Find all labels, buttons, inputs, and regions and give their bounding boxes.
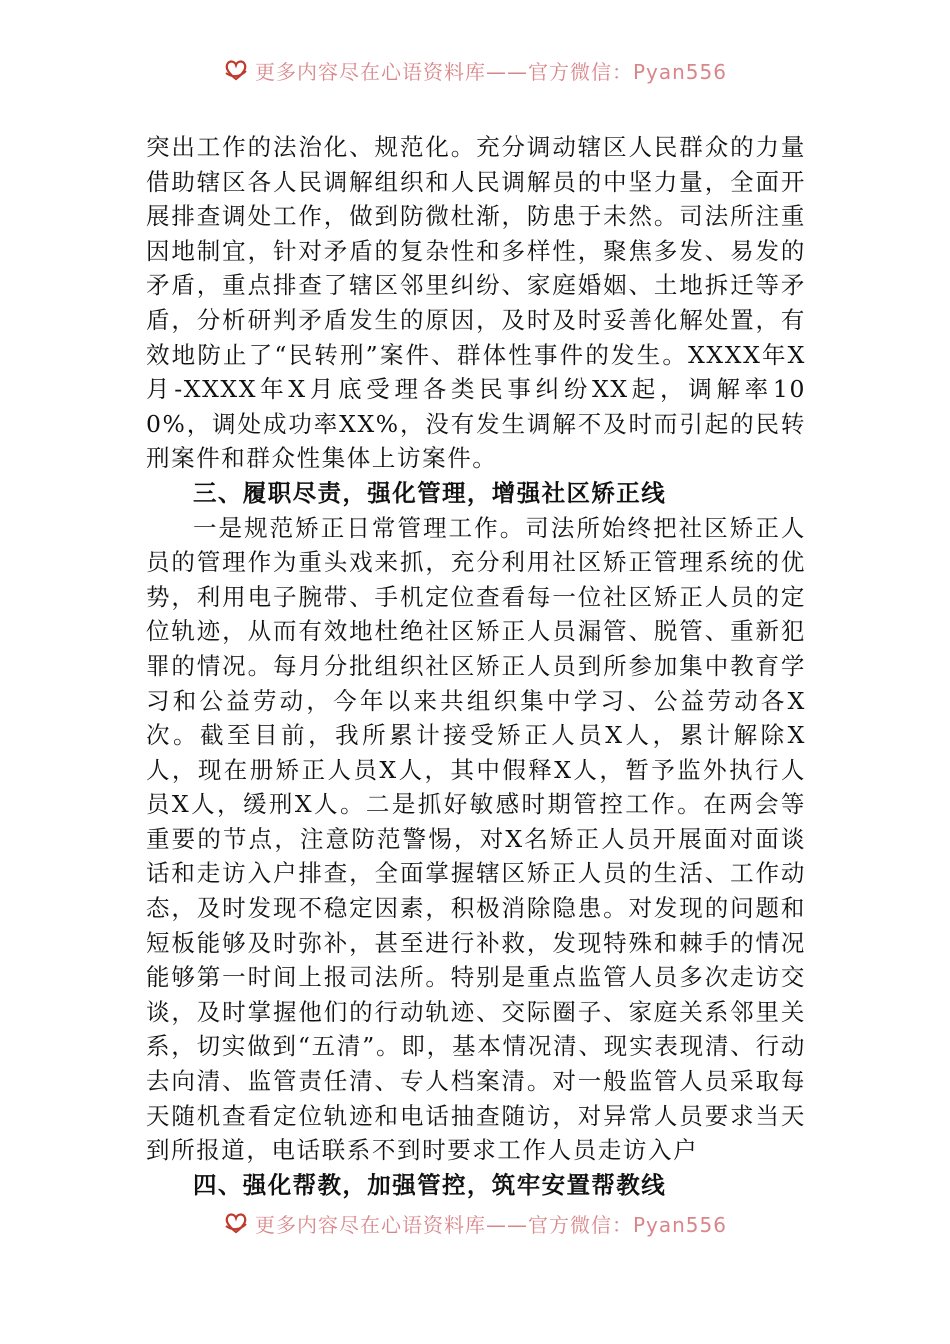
- watermark-text: 更多内容尽在心语资料库——官方微信：Pyan556: [254, 1212, 727, 1237]
- watermark-text: 更多内容尽在心语资料库——官方微信：Pyan556: [254, 59, 727, 84]
- paragraph-mediation: 突出工作的法治化、规范化。充分调动辖区人民群众的力量借助辖区各人民调解组织和人民调解员的中坚力量，全面开展排查调处工作，做到防微杜渐，防患于未然。司法所注重因地制宜，针对矛盾的复杂性和多样性，聚焦多发、易发的矛盾，重点排查了辖区邻里纠纷、家庭婚姻、土地拆迁等矛盾，分析研判矛盾发生的原因，及时及时妥善化解处置，有效地防止了“民转刑”案件、群体性事件的发生。XXXX年X月-XXXX年X月底受理各类民事纠纷XX起，调解率100%，调处成功率XX%，没有发生调解不及时而引起的民转刑案件和群众性集体上访案件。: [146, 133, 806, 473]
- watermark-footer: [0, 1203, 950, 1243]
- watermark-header: [0, 50, 950, 90]
- section-heading-three: 三、履职尽责，强化管理，增强社区矫正线: [193, 478, 667, 507]
- document-body: [146, 130, 806, 1202]
- heart-swirl-logo-icon: [223, 1210, 249, 1236]
- section-heading-four: 四、强化帮教，加强管控，筑牢安置帮教线: [193, 1170, 667, 1199]
- heart-swirl-logo-icon: [223, 57, 249, 83]
- paragraph-correction: 一是规范矫正日常管理工作。司法所始终把社区矫正人员的管理作为重头戏来抓，充分利用社区矫正管理系统的优势，利用电子腕带、手机定位查看每一位社区矫正人员的定位轨迹，从而有效地杜绝社区矫正人员漏管、脱管、重新犯罪的情况。每月分批组织社区矫正人员到所参加集中教育学习和公益劳动，今年以来共组织集中学习、公益劳动各X次。截至目前，我所累计接受矫正人员X人，累计解除X人，现在册矫正人员X人，其中假释X人，暂予监外执行人员X人，缓刑X人。二是抓好敏感时期管控工作。在两会等重要的节点，注意防范警惕，对X名矫正人员开展面对面谈话和走访入户排查，全面掌握辖区矫正人员的生活、工作动态，及时发现不稳定因素，积极消除隐患。对发现的问题和短板能够及时弥补，甚至进行补救，发现特殊和棘手的情况能够第一时间上报司法所。特别是重点监管人员多次走访交谈，及时掌握他们的行动轨迹、交际圈子、家庭关系邻里关系，切实做到“五清”。即，基本情况清、现实表现清、行动去向清、监管责任清、专人档案清。对一般监管人员采取每天随机查看定位轨迹和电话抽查随访，对异常人员要求当天到所报道，电话联系不到时要求工作人员走访入户: [146, 513, 806, 1165]
